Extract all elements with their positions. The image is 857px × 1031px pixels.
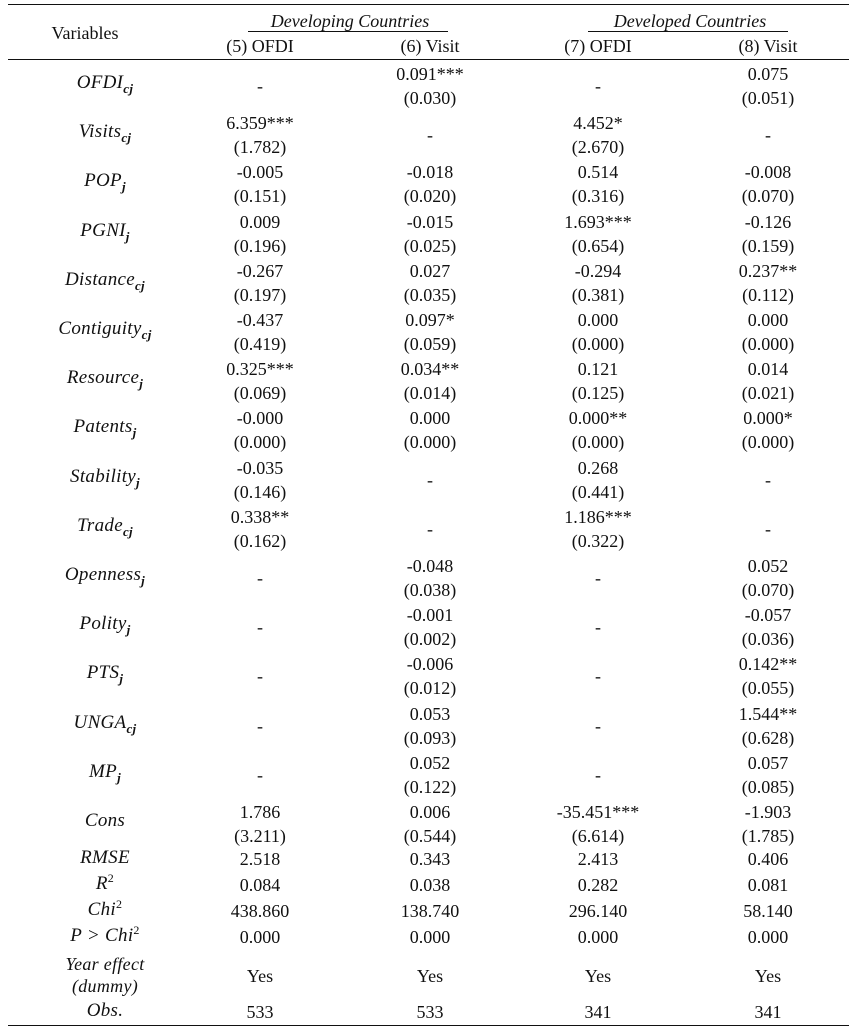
coefficient-cell: 0.097*	[405, 310, 455, 330]
obs-cell: 341	[754, 1002, 782, 1022]
coefficient-cell: -0.057	[744, 605, 792, 626]
variable-subscript: j	[126, 622, 131, 638]
standard-error-cell: (0.316)	[571, 186, 625, 207]
variable-name: Cons	[84, 810, 126, 831]
column-header-6-visit: (6) Visit	[400, 36, 460, 56]
standard-error-cell: (0.051)	[741, 88, 795, 108]
variable-subscript: cj	[123, 81, 134, 96]
coefficient-cell: 0.338**	[230, 506, 290, 527]
top-rule	[8, 4, 849, 5]
variable-label-openness	[10, 564, 200, 586]
standard-error-cell: (6.614)	[571, 826, 625, 846]
standard-error-cell: (0.021)	[741, 383, 795, 404]
standard-error-cell: (0.197)	[233, 284, 287, 305]
year-effect-cell: Yes	[754, 966, 782, 986]
variables-header: Variables	[51, 23, 119, 43]
variable-name: Distance	[65, 268, 135, 290]
variable-label-contiguity	[10, 318, 200, 340]
coefficient-cell: 0.027	[409, 260, 451, 281]
standard-error-cell: (0.069)	[233, 383, 287, 404]
year-effect-label	[10, 953, 200, 997]
coefficient-cell: 1.186***	[564, 506, 632, 527]
variable-label-distance	[10, 269, 200, 291]
standard-error-cell: (0.020)	[403, 186, 457, 207]
stat-value-cell: 438.860	[230, 901, 290, 921]
variable-name: Polity	[79, 613, 127, 635]
variable-name: OFDI	[76, 72, 124, 93]
coefficient-cell: -35.451***	[556, 802, 640, 822]
header-bottom-rule	[8, 59, 849, 60]
stat-value-cell: 2.518	[239, 849, 281, 869]
variable-label-resource	[10, 367, 200, 392]
coefficient-cell: -	[427, 125, 433, 146]
standard-error-cell: (0.000)	[741, 334, 795, 354]
variable-label-mp	[10, 761, 200, 783]
stat-value-cell: 0.038	[409, 875, 451, 895]
variable-name: Openness	[64, 564, 142, 585]
variable-superscript: 2	[133, 923, 140, 937]
standard-error-cell: (0.544)	[403, 826, 457, 846]
obs-cell: 533	[416, 1002, 444, 1022]
year-effect-label-line2: (dummy)	[71, 976, 139, 996]
coefficient-cell: -	[765, 518, 771, 539]
standard-error-cell: (0.055)	[741, 678, 795, 699]
variable-name: Chi	[87, 899, 117, 920]
stat-value-cell: 0.406	[747, 849, 789, 869]
standard-error-cell: (0.000)	[403, 432, 457, 453]
standard-error-cell: (0.070)	[741, 580, 795, 600]
bottom-rule	[8, 1025, 849, 1026]
coefficient-cell: 0.237**	[738, 260, 798, 281]
standard-error-cell: (0.070)	[741, 186, 795, 207]
coefficient-cell: -0.126	[744, 211, 792, 232]
coefficient-cell: -0.018	[406, 162, 454, 183]
coefficient-cell: -	[257, 666, 263, 687]
variable-superscript: 2	[107, 871, 115, 885]
variable-label-unga	[10, 712, 200, 734]
standard-error-cell: (0.000)	[571, 334, 625, 354]
coefficient-cell: 4.452*	[573, 113, 623, 134]
coefficient-cell: -	[765, 469, 771, 490]
variable-subscript: j	[136, 474, 140, 490]
stat-label-r	[10, 873, 200, 895]
coefficient-cell: 0.057	[747, 752, 789, 773]
variable-name: UNGA	[73, 711, 127, 733]
variable-label-polity	[10, 613, 200, 638]
variable-name: Stability	[70, 465, 137, 487]
variable-subscript: cj	[126, 720, 137, 736]
standard-error-cell: (0.085)	[741, 776, 795, 797]
coefficient-cell: -0.006	[406, 654, 454, 675]
variable-name: Patents	[73, 416, 133, 438]
coefficient-cell: 1.786	[239, 802, 281, 822]
variable-label-cons	[10, 810, 200, 832]
coefficient-cell: 0.052	[747, 556, 789, 576]
coefficient-cell: 0.052	[409, 752, 451, 773]
standard-error-cell: (0.159)	[741, 235, 795, 256]
coefficient-cell: -	[427, 469, 433, 490]
standard-error-cell: (2.670)	[571, 137, 625, 158]
coefficient-cell: -0.015	[406, 211, 454, 232]
obs-cell: 341	[584, 1002, 612, 1022]
stat-label-p-chi	[10, 925, 200, 947]
standard-error-cell: (0.122)	[403, 776, 457, 797]
coefficient-cell: 0.053	[409, 703, 451, 724]
column-header-5-ofdi: (5) OFDI	[226, 36, 294, 56]
coefficient-cell: -	[595, 666, 601, 687]
coefficient-cell: -	[427, 518, 433, 539]
coefficient-cell: 0.142**	[738, 654, 798, 675]
standard-error-cell: (0.322)	[571, 530, 625, 551]
standard-error-cell: (0.012)	[403, 678, 457, 699]
variable-name: RMSE	[80, 847, 130, 868]
standard-error-cell: (0.196)	[233, 235, 287, 256]
coefficient-cell: -0.005	[236, 162, 284, 183]
variable-subscript: cj	[121, 130, 132, 146]
stat-value-cell: 2.413	[577, 849, 619, 869]
variable-label-stability	[10, 466, 200, 488]
coefficient-cell: -0.048	[406, 556, 454, 576]
variable-name: P > Chi	[70, 925, 134, 946]
column-header-8-visit: (8) Visit	[738, 36, 798, 56]
coefficient-cell: -	[257, 764, 263, 785]
standard-error-cell: (0.654)	[571, 235, 625, 256]
standard-error-cell: (0.038)	[403, 580, 457, 600]
variable-subscript: cj	[134, 277, 145, 293]
variable-label-patents	[10, 416, 200, 441]
coefficient-cell: 0.325***	[226, 359, 294, 380]
year-effect-cell: Yes	[246, 966, 274, 986]
variable-label-pop	[10, 170, 200, 195]
coefficient-cell: -	[595, 715, 601, 736]
standard-error-cell: (0.036)	[741, 629, 795, 650]
coefficient-cell: 0.000**	[568, 408, 628, 429]
stat-value-cell: 0.343	[409, 849, 451, 869]
coefficient-cell: -	[257, 76, 263, 96]
stat-value-cell: 0.081	[747, 875, 789, 895]
standard-error-cell: (0.125)	[571, 383, 625, 404]
standard-error-cell: (0.014)	[403, 383, 457, 404]
coefficient-cell: -	[595, 568, 601, 588]
standard-error-cell: (0.441)	[571, 481, 625, 502]
year-effect-cell: Yes	[584, 966, 612, 986]
variable-subscript: j	[121, 179, 126, 195]
standard-error-cell: (0.002)	[403, 629, 457, 650]
stat-label-rmse	[10, 847, 200, 869]
stat-value-cell: 58.140	[743, 901, 793, 921]
standard-error-cell: (0.151)	[233, 186, 287, 207]
coefficient-cell: -1.903	[744, 802, 792, 822]
variable-name: R	[95, 873, 108, 894]
variable-subscript: cj	[122, 523, 133, 539]
coefficient-cell: -	[765, 125, 771, 146]
coefficient-cell: 0.000	[747, 310, 789, 330]
coefficient-cell: 6.359***	[226, 113, 294, 134]
coefficient-cell: -	[257, 715, 263, 736]
standard-error-cell: (0.059)	[403, 334, 457, 354]
standard-error-cell: (1.782)	[233, 137, 287, 158]
coefficient-cell: -0.035	[236, 457, 284, 478]
coefficient-cell: 0.514	[577, 162, 619, 183]
variable-subscript: j	[141, 573, 146, 588]
variable-name: MP	[89, 760, 118, 782]
standard-error-cell: (0.628)	[741, 727, 795, 748]
coefficient-cell: 0.006	[409, 802, 451, 822]
variable-name: Trade	[77, 514, 123, 536]
year-effect-cell: Yes	[416, 966, 444, 986]
coefficient-cell: -0.267	[236, 260, 284, 281]
stat-value-cell: 296.140	[568, 901, 628, 921]
stat-value-cell: 0.000	[747, 927, 789, 947]
standard-error-cell: (0.000)	[233, 432, 287, 453]
variable-subscript: j	[117, 769, 121, 785]
stat-value-cell: 0.084	[239, 875, 281, 895]
year-effect-label-line1: Year effect	[65, 954, 145, 974]
stat-value-cell: 0.000	[409, 927, 451, 947]
developing-countries-header: Developing Countries	[270, 11, 430, 31]
stat-label-chi	[10, 899, 200, 921]
developed-countries-header: Developed Countries	[613, 11, 767, 31]
variable-superscript: 2	[116, 897, 123, 911]
obs-cell: 533	[246, 1002, 274, 1022]
variable-name: Visits	[78, 121, 122, 143]
variable-label-visits	[10, 121, 200, 146]
coefficient-cell: -0.008	[744, 162, 792, 183]
standard-error-cell: (0.381)	[571, 284, 625, 305]
standard-error-cell: (1.785)	[741, 826, 795, 846]
variable-label-pgni	[10, 220, 200, 242]
coefficient-cell: -	[257, 568, 263, 588]
stat-value-cell: 138.740	[400, 901, 460, 921]
coefficient-cell: 0.000	[577, 310, 619, 330]
coefficient-cell: 0.121	[577, 359, 619, 380]
variable-name: POP	[84, 170, 122, 192]
coefficient-cell: -	[595, 76, 601, 96]
coefficient-cell: 0.000*	[743, 408, 793, 429]
variable-name: PGNI	[80, 219, 126, 241]
standard-error-cell: (0.000)	[571, 432, 625, 453]
standard-error-cell: (0.035)	[403, 284, 457, 305]
standard-error-cell: (0.112)	[742, 284, 794, 305]
variable-subscript: cj	[141, 327, 152, 342]
coefficient-cell: -0.437	[236, 310, 284, 330]
coefficient-cell: -0.000	[236, 408, 284, 429]
coefficient-cell: 0.075	[747, 64, 789, 84]
coefficient-cell: 0.034**	[400, 359, 460, 380]
standard-error-cell: (0.030)	[403, 88, 457, 108]
variable-name: Resource	[66, 367, 140, 389]
variable-subscript: j	[139, 376, 144, 392]
coefficient-cell: -	[595, 764, 601, 785]
coefficient-cell: -0.294	[574, 260, 622, 281]
standard-error-cell: (0.419)	[233, 334, 287, 354]
standard-error-cell: (0.146)	[233, 481, 287, 502]
obs-label: Obs.	[86, 1000, 124, 1021]
standard-error-cell: (0.162)	[233, 530, 287, 551]
variable-label-pts	[10, 662, 200, 687]
coefficient-cell: -0.001	[406, 605, 454, 626]
stat-value-cell: 0.000	[577, 927, 619, 947]
variable-name: Contiguity	[58, 318, 142, 339]
coefficient-cell: 0.014	[747, 359, 789, 380]
coefficient-cell: 1.544**	[738, 703, 798, 724]
coefficient-cell: 0.000	[409, 408, 451, 429]
variable-label-trade	[10, 515, 200, 537]
standard-error-cell: (0.025)	[403, 235, 457, 256]
variable-label-ofdi	[10, 72, 200, 94]
standard-error-cell: (0.093)	[403, 727, 457, 748]
coefficient-cell: -	[595, 617, 601, 638]
coefficient-cell: 0.091***	[396, 64, 464, 84]
stat-value-cell: 0.282	[577, 875, 619, 895]
variable-subscript: j	[125, 228, 130, 244]
variable-subscript: j	[132, 425, 137, 441]
column-header-7-ofdi: (7) OFDI	[564, 36, 632, 56]
coefficient-cell: 1.693***	[564, 211, 632, 232]
variable-name: PTS	[86, 662, 120, 684]
coefficient-cell: 0.009	[239, 211, 281, 232]
variable-subscript: j	[119, 671, 124, 687]
stat-value-cell: 0.000	[239, 927, 281, 947]
standard-error-cell: (0.000)	[741, 432, 795, 453]
standard-error-cell: (3.211)	[234, 826, 286, 846]
coefficient-cell: -	[257, 617, 263, 638]
coefficient-cell: 0.268	[577, 457, 619, 478]
